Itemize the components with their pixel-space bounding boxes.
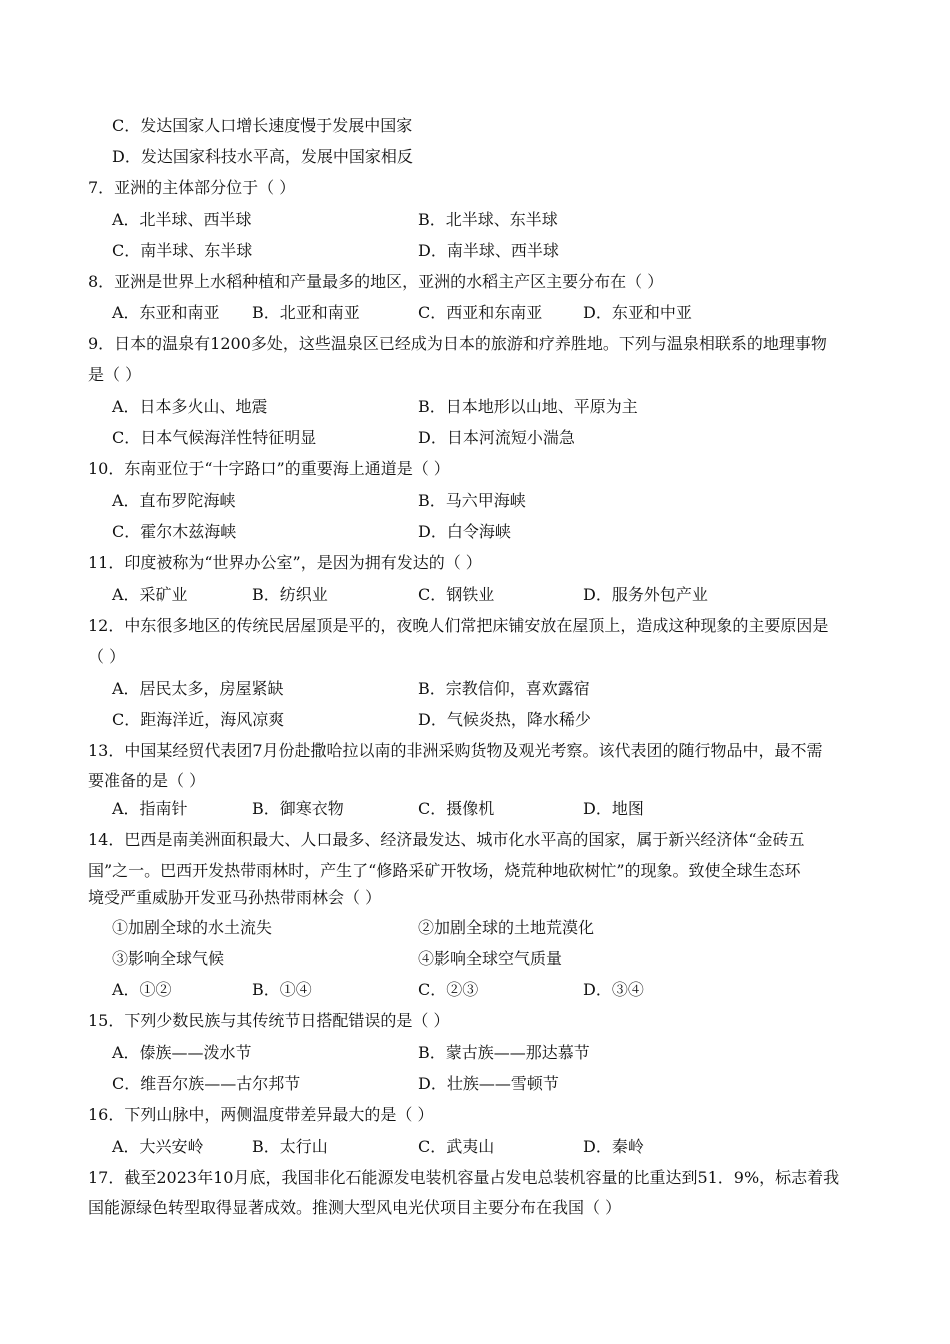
q15-option-d: D．壮族——雪顿节 [418, 1074, 559, 1093]
q11-option-c: C．钢铁业 [418, 585, 495, 604]
q14-statement-4: ④影响全球空气质量 [418, 949, 563, 968]
q11-option-a: A．采矿业 [112, 585, 188, 604]
q13-option-a: A．指南针 [112, 799, 188, 818]
q11-option-d: D．服务外包产业 [583, 585, 708, 604]
q6-option-d: D．发达国家科技水平高，发展中国家相反 [112, 147, 413, 166]
q12-option-d: D．气候炎热，降水稀少 [418, 710, 591, 729]
q15-option-c: C．维吾尔族——古尔邦节 [112, 1074, 301, 1093]
q6-option-c: C．发达国家人口增长速度慢于发展中国家 [112, 116, 413, 135]
q11-stem: 11．印度被称为“世界办公室”，是因为拥有发达的（ ） [88, 553, 482, 572]
q16-option-d: D．秦岭 [583, 1137, 644, 1156]
q16-stem: 16．下列山脉中，两侧温度带差异最大的是（ ） [88, 1105, 434, 1124]
q8-stem: 8．亚洲是世界上水稻种植和产量最多的地区，亚洲的水稻主产区主要分布在（ ） [88, 272, 664, 291]
q8-option-a: A．东亚和南亚 [112, 303, 220, 322]
q16-option-c: C．武夷山 [418, 1137, 495, 1156]
q15-option-b: B．蒙古族——那达慕节 [418, 1043, 590, 1062]
q10-stem: 10．东南亚位于“十字路口”的重要海上通道是（ ） [88, 459, 450, 478]
q13-option-b: B．御寒衣物 [252, 799, 344, 818]
q12-option-c: C．距海洋近，海风凉爽 [112, 710, 285, 729]
q14-statement-2: ②加剧全球的土地荒漠化 [418, 918, 595, 937]
q14-option-a: A．①② [112, 980, 172, 999]
q13-stem-line1: 13．中国某经贸代表团7月份赴撒哈拉以南的非洲采购货物及观光考察。该代表团的随行物品中，最不需 [88, 741, 823, 760]
q9-option-b: B．日本地形以山地、平原为主 [418, 397, 638, 416]
q16-option-a: A．大兴安岭 [112, 1137, 204, 1156]
q7-option-b: B．北半球、东半球 [418, 210, 558, 229]
q8-option-d: D．东亚和中亚 [583, 303, 692, 322]
q9-option-c: C．日本气候海洋性特征明显 [112, 428, 317, 447]
q9-option-d: D．日本河流短小湍急 [418, 428, 575, 447]
q12-stem-line2: （ ） [88, 647, 126, 666]
q12-stem-line1: 12．中东很多地区的传统民居屋顶是平的，夜晚人们常把床铺安放在屋顶上，造成这种现象的主要原因是 [88, 616, 829, 635]
q7-option-d: D．南半球、西半球 [418, 241, 559, 260]
q15-option-a: A．傣族——泼水节 [112, 1043, 252, 1062]
q14-stem-line1: 14．巴西是南美洲面积最大、人口最多、经济最发达、城市化水平高的国家，属于新兴经济体“金砖五 [88, 830, 805, 849]
q14-statement-1: ①加剧全球的水土流失 [112, 918, 273, 937]
q7-option-a: A．北半球、西半球 [112, 210, 252, 229]
q14-option-d: D．③④ [583, 980, 644, 999]
q14-option-b: B．①④ [252, 980, 312, 999]
q16-option-b: B．太行山 [252, 1137, 328, 1156]
q14-option-c: C．②③ [418, 980, 479, 999]
q10-option-b: B．马六甲海峡 [418, 491, 526, 510]
q9-option-a: A．日本多火山、地震 [112, 397, 268, 416]
q13-option-d: D．地图 [583, 799, 644, 818]
q13-stem-line2: 要准备的是（ ） [88, 771, 206, 790]
q17-stem-line1: 17．截至2023年10月底，我国非化石能源发电装机容量占发电总装机容量的比重达到51．9%，标志着我 [88, 1168, 840, 1187]
q7-stem: 7．亚洲的主体部分位于（ ） [88, 178, 296, 197]
q8-option-b: B．北亚和南亚 [252, 303, 360, 322]
q13-option-c: C．摄像机 [418, 799, 495, 818]
q9-stem-line1: 9．日本的温泉有1200多处，这些温泉区已经成为日本的旅游和疗养胜地。下列与温泉相联系的地理事物 [88, 334, 827, 353]
q11-option-b: B．纺织业 [252, 585, 328, 604]
q14-statement-3: ③影响全球气候 [112, 949, 225, 968]
q14-stem-line3: 境受严重威胁开发亚马孙热带雨林会（ ） [88, 888, 382, 907]
q9-stem-line2: 是（ ） [88, 365, 142, 384]
q10-option-c: C．霍尔木兹海峡 [112, 522, 237, 541]
q15-stem: 15．下列少数民族与其传统节日搭配错误的是（ ） [88, 1011, 450, 1030]
q17-stem-line2: 国能源绿色转型取得显著成效。推测大型风电光伏项目主要分布在我国（ ） [88, 1198, 622, 1217]
q10-option-d: D．白令海峡 [418, 522, 511, 541]
q7-option-c: C．南半球、东半球 [112, 241, 253, 260]
q12-option-b: B．宗教信仰，喜欢露宿 [418, 679, 590, 698]
q10-option-a: A．直布罗陀海峡 [112, 491, 236, 510]
q14-stem-line2: 国”之一。巴西开发热带雨林时，产生了“修路采矿开牧场，烧荒种地砍树忙”的现象。致使全球生态环 [88, 861, 801, 880]
q12-option-a: A．居民太多，房屋紧缺 [112, 679, 284, 698]
q8-option-c: C．西亚和东南亚 [418, 303, 543, 322]
